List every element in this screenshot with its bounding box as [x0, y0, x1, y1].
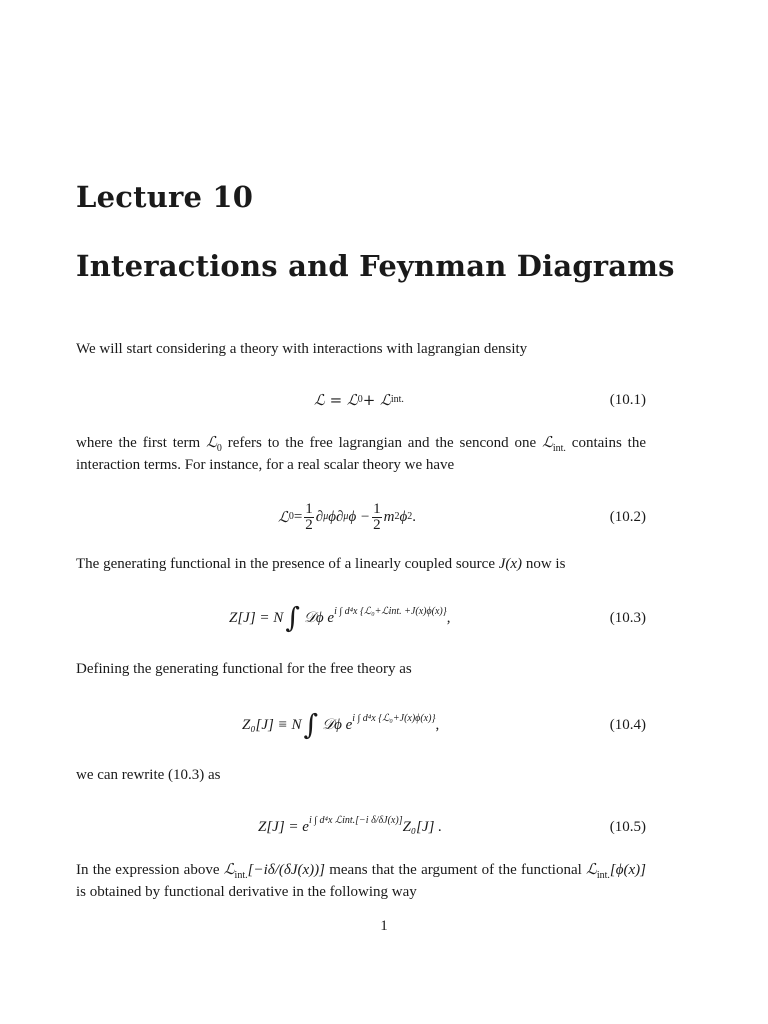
- paragraph-rewrite: we can rewrite (10.3) as: [76, 767, 221, 783]
- equation-10-4: [76, 705, 646, 745]
- integral-sign: ∫: [285, 601, 300, 634]
- equation-10-5: [76, 807, 646, 847]
- integral-sign: ∫: [303, 708, 319, 741]
- fraction-half: $\frac{1}{2}$: [305, 500, 313, 533]
- equation-number: (10.3): [609, 609, 646, 626]
- fraction-half: $\frac{1}{2}$: [373, 500, 381, 533]
- equation-number: (10.5): [609, 818, 646, 835]
- equation-body: Z₀[J] ≡ N ∫ 𝒟ϕ e i ∫ d⁴x {ℒ₀+J(x)ϕ(x)} ,: [242, 708, 440, 741]
- lecture-heading: Lecture 10: [76, 180, 254, 214]
- equation-number: (10.2): [609, 508, 646, 525]
- equation-body: ℒ = ℒ 0 + ℒ int.: [314, 391, 404, 409]
- equation-number: (10.1): [609, 391, 646, 408]
- paragraph-generating-functional: The generating functional in the presence of a linearly coupled source J(x) now is: [76, 556, 566, 572]
- paragraph-free-theory: Defining the generating functional for the free theory as: [76, 661, 412, 677]
- equation-number: (10.4): [609, 716, 646, 733]
- chapter-title: Interactions and Feynman Diagrams: [76, 249, 675, 283]
- paragraph-expression: In the expression above ℒ$_{int.}$[−iδ/(δJ(x))] means that the argument of the functional ℒ$_{int.}$[ϕ(x)] is obtained by functional derivative in the following way: [76, 860, 646, 900]
- equation-body: Z[J] = e i ∫ d⁴x ℒint.[−i δ/δJ(x)] Z₀[J] .: [258, 814, 442, 835]
- paragraph-terms: where the first term ℒ$_0$ refers to the free lagrangian and the sencond one ℒ$_{int.}$ contains the interaction terms. For instance, for a real scalar theory we have: [76, 433, 646, 473]
- paragraph-intro: We will start considering a theory with interactions with lagrangian density: [76, 341, 528, 357]
- equation-10-2: [76, 497, 646, 537]
- page-number: 1: [380, 918, 388, 934]
- equation-body: ℒ 0 = $\frac{1}{2}$ ∂ μ ϕ∂ μ ϕ − $\frac{1}{2}$ m 2 ϕ 2 .: [278, 500, 416, 533]
- equation-body: Z[J] = N ∫ 𝒟ϕ e i ∫ d⁴x {ℒ₀+ℒint. +J(x)ϕ(x)} ,: [229, 601, 451, 634]
- equation-10-1: [76, 380, 646, 420]
- equation-10-3: [76, 598, 646, 638]
